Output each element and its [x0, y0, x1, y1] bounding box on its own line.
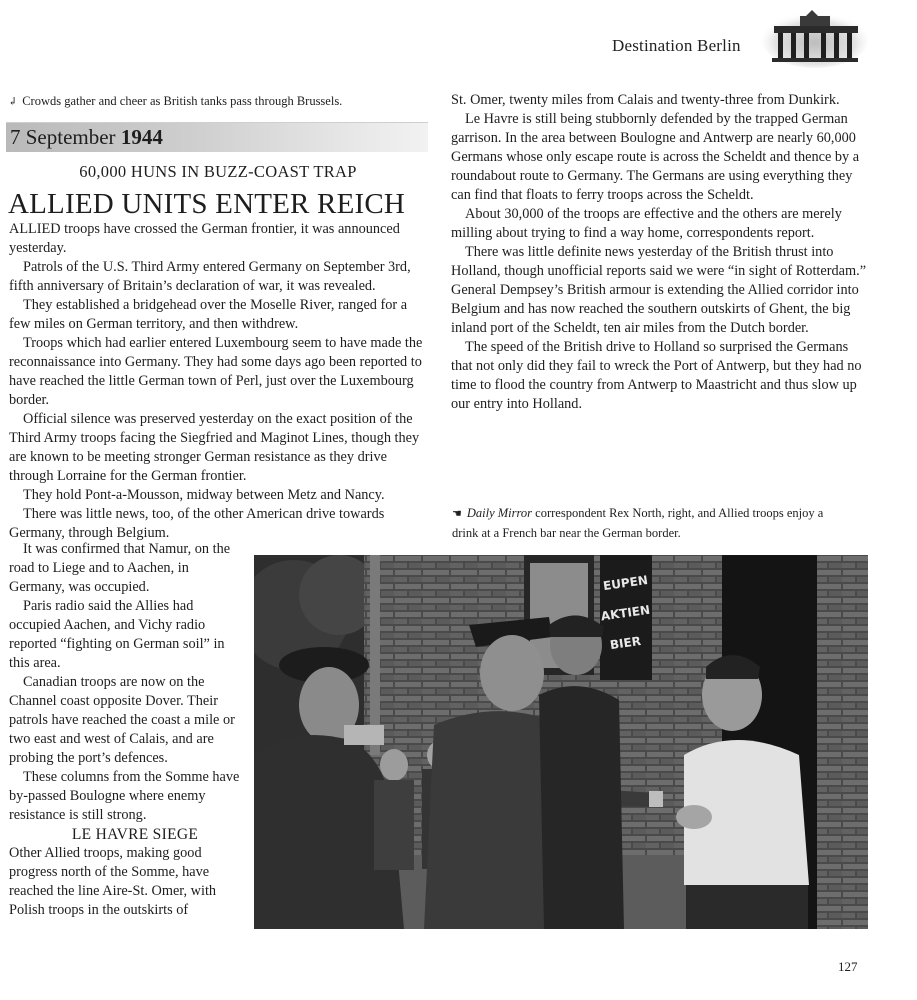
- paragraph: ALLIED troops have crossed the German frontier, it was announced yesterday.: [9, 221, 400, 256]
- paragraph: Patrols of the U.S. Third Army entered Germany on September 3rd, fifth anniversary of Britain’s declaration of war, it was revealed.: [9, 259, 411, 294]
- caption-photo: [452, 504, 852, 543]
- soldiers-drinking-photo: [254, 555, 868, 929]
- paragraph: These columns from the Somme have by-passed Boulogne where enemy resistance is still strong.: [9, 769, 240, 823]
- paragraph: There was little news, too, of the other American drive towards Germany, through Belgium.: [9, 506, 385, 541]
- article-column-left-narrow: [9, 540, 247, 920]
- page-number: 127: [838, 959, 858, 974]
- paragraph: Le Havre is still being stubbornly defended by the trapped German garrison. In the area between Boulogne and Antwerp are nearly 60,000 Germans whose only escape route is across the Scheldt and thence by a roundabout route to Germany. The Germans are using everything they can find that floats to ferry troops across the Scheldt.: [451, 111, 860, 203]
- article-column-right: [451, 91, 871, 414]
- caption-brussels: [8, 93, 448, 110]
- date-year: 1944: [120, 125, 163, 149]
- paragraph: Canadian troops are now on the Channel coast opposite Dover. Their patrols have reached the coast a mile or two east and west of Calais, and are probing the port’s defences.: [9, 674, 235, 766]
- caption-arrow-icon: ↲: [8, 96, 18, 108]
- paragraph: Official silence was preserved yesterday on the exact position of the Third Army troops facing the Siegfried and Maginot Lines, though they are known to be meeting stronger German resistance as they drive through Lorraine for the German frontier.: [9, 411, 420, 484]
- headline: ALLIED UNITS ENTER REICH: [8, 188, 406, 220]
- date-day: 7 September: [10, 125, 121, 149]
- sign-line-2: AKTIEN: [599, 602, 651, 624]
- caption-brussels-text: Crowds gather and cheer as British tanks pass through Brussels.: [22, 94, 343, 108]
- paragraph: Troops which had earlier entered Luxembourg seem to have made the reconnaissance into Germany. They had some days ago been reported to have reached the little German town of Perl, just over the Luxembourg border.: [9, 335, 423, 408]
- paragraph: They hold Pont-a-Mousson, midway between Metz and Nancy.: [23, 487, 385, 503]
- paragraph: They established a bridgehead over the Moselle River, ranged for a few miles on German territory, and then withdrew.: [9, 297, 408, 332]
- running-head: Destination Berlin: [612, 36, 741, 55]
- paragraph: The speed of the British drive to Holland so surprised the Germans that not only did they fail to wreck the Port of Antwerp, but they had no time to flood the country from Antwerp to Maastricht and thus slow up our entry into Holland.: [451, 339, 862, 412]
- paragraph: About 30,000 of the troops are effective and the others are merely milling about trying to find a way home, correspondents report.: [451, 206, 842, 241]
- caption-photo-text: correspondent Rex North, right, and Allied troops enjoy a drink at a French bar near the German border.: [452, 506, 824, 540]
- date-label: [10, 125, 163, 150]
- paragraph: It was confirmed that Namur, on the road to Liege and to Aachen, in Germany, was occupied.: [9, 541, 231, 595]
- caption-publication: Daily Mirror: [466, 506, 533, 520]
- section-heading: LE HAVRE SIEGE: [71, 826, 199, 843]
- paragraph: There was little definite news yesterday of the British thrust into Holland, though unofficial reports said we were “in sight of Rotterdam.” General Dempsey’s British armour is extending the Allied corridor into Belgium and has now reached the southern outskirts of Ghent, the big inland port of the Scheldt, ten air miles from the Dutch border.: [451, 244, 867, 336]
- paragraph: St. Omer, twenty miles from Calais and twenty-three from Dunkirk.: [451, 92, 840, 108]
- subheadline: 60,000 HUNS IN BUZZ-COAST TRAP: [79, 162, 357, 181]
- paragraph: Other Allied troops, making good progress north of the Somme, have reached the line Aire-St. Omer, with Polish troops in the outskirts of: [9, 845, 217, 918]
- caption-arrow-icon: ☚: [452, 508, 462, 520]
- sign-line-1: EUPEN: [602, 572, 649, 594]
- article-column-left: [9, 220, 427, 543]
- paragraph: Paris radio said the Allies had occupied Aachen, and Vichy radio reported “fighting on German soil” in this area.: [9, 598, 225, 671]
- sign-line-3: BIER: [609, 633, 642, 653]
- brandenburg-gate-icon: [762, 6, 868, 68]
